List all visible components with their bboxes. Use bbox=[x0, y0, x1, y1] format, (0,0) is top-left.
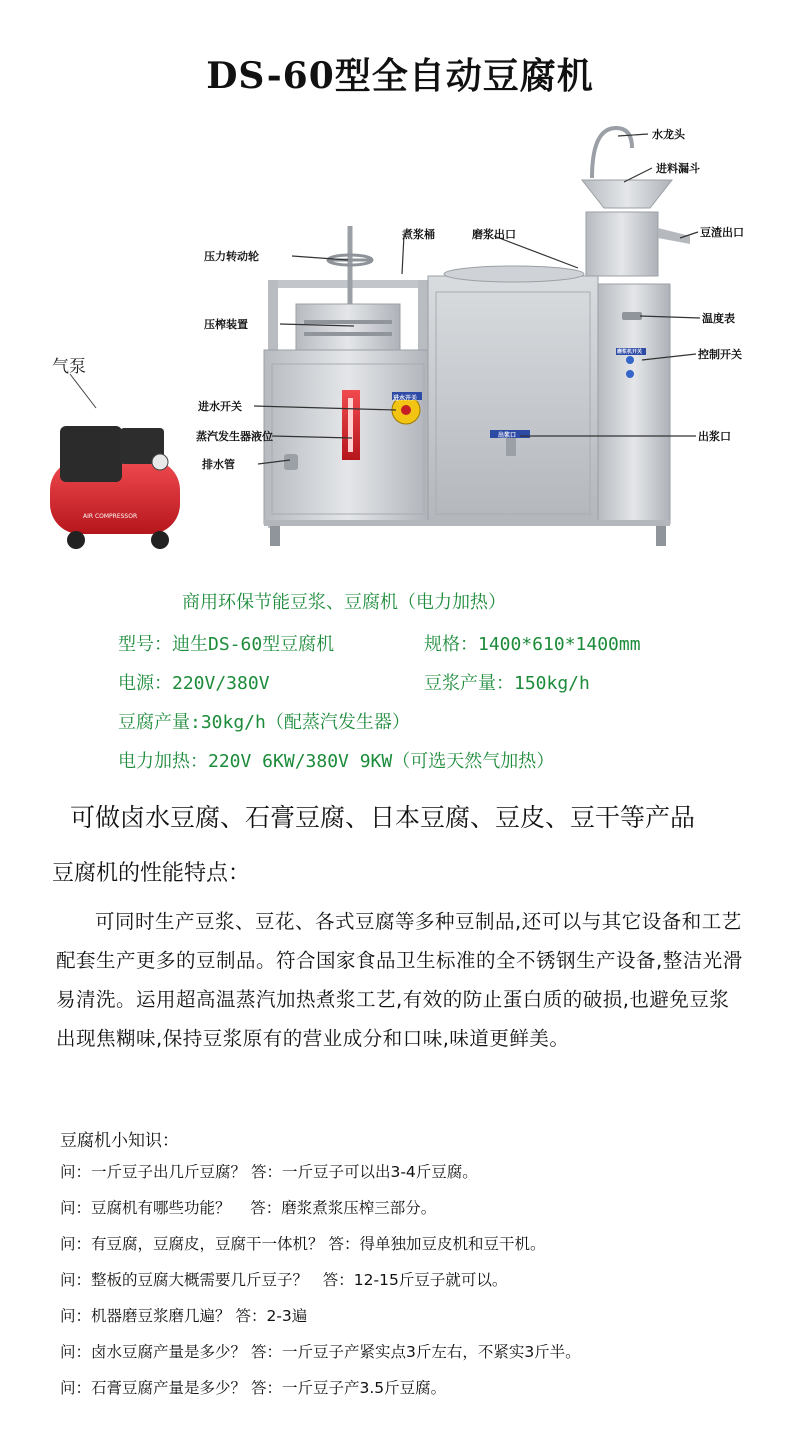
air-pump-label: 气泵 bbox=[52, 357, 86, 377]
qa-answer: 答：一斤豆子可以出3-4斤豆腐。 bbox=[250, 1163, 478, 1181]
machine-illustration bbox=[0, 108, 800, 560]
callout-press-device: 压榨装置 bbox=[204, 318, 248, 331]
callout-faucet: 水龙头 bbox=[652, 128, 685, 141]
cooking-tank-lid bbox=[444, 266, 584, 282]
features-paragraph: 可同时生产豆浆、豆花、各式豆腐等多种豆制品,还可以与其它设备和工艺配套生产更多的豆制品。符合国家食品卫生标准的全不锈钢生产设备,整洁光滑易清洗。运用超高温蒸汽加热煮浆工艺,有效的防止蛋白质的破损,也避免豆浆出现焦糊味,保持豆浆原有的营业成分和口味,味道更鲜美。 bbox=[56, 910, 743, 1050]
callout-water-inlet-switch: 进水开关 bbox=[198, 400, 242, 413]
spec-size: 规格：1400*610*1400mm bbox=[424, 634, 641, 655]
qa-answer: 答：得单独加豆皮机和豆干机。 bbox=[328, 1235, 546, 1253]
spec-tofu-output: 豆腐产量:30kg/h（配蒸汽发生器） bbox=[118, 712, 410, 733]
callout-grind-outlet: 磨浆出口 bbox=[472, 228, 516, 241]
spec-headline: 商用环保节能豆浆、豆腐机（电力加热） bbox=[182, 592, 506, 613]
qa-title: 豆腐机小知识： bbox=[60, 1131, 179, 1151]
qa-answer: 答：一斤豆子产3.5斤豆腐。 bbox=[250, 1379, 447, 1397]
drain-pipe-shape bbox=[284, 454, 298, 470]
qa-item bbox=[60, 1232, 545, 1254]
callout-milk-outlet: 出浆口 bbox=[698, 430, 731, 443]
spec-power: 电源：220V/380V bbox=[118, 673, 270, 694]
products-line: 可做卤水豆腐、石膏豆腐、日本豆腐、豆皮、豆干等产品 bbox=[70, 803, 696, 832]
spec-soymilk-output: 豆浆产量：150kg/h bbox=[424, 673, 590, 694]
qa-question: 问：机器磨豆浆磨几遍？ bbox=[60, 1307, 231, 1325]
qa-answer: 答：12-15斤豆子就可以。 bbox=[322, 1271, 508, 1289]
panel-tag-control: 磨浆机开关 bbox=[617, 349, 643, 355]
cooking-cabinet bbox=[428, 276, 598, 524]
qa-item bbox=[60, 1304, 307, 1326]
qa-answer: 答：磨浆煮浆压榨三部分。 bbox=[250, 1199, 437, 1217]
qa-item bbox=[60, 1340, 581, 1362]
air-compressor-motor bbox=[60, 426, 122, 482]
qa-item bbox=[60, 1160, 478, 1182]
callout-control-switch: 控制开关 bbox=[698, 348, 742, 361]
spec-row-model bbox=[118, 630, 641, 656]
qa-item bbox=[60, 1196, 436, 1218]
pump-badge: AIR COMPRESSOR bbox=[83, 513, 138, 520]
wheel-right bbox=[151, 531, 169, 549]
qa-item bbox=[60, 1376, 446, 1398]
thermometer-shape bbox=[622, 312, 642, 320]
top-frame-bar bbox=[268, 280, 426, 288]
qa-question: 问：豆腐机有哪些功能？ bbox=[60, 1199, 231, 1217]
milk-outlet-spout bbox=[506, 438, 516, 456]
grinder-body bbox=[586, 212, 658, 276]
wheel-left bbox=[67, 531, 85, 549]
spec-row-power bbox=[118, 669, 590, 695]
page-title: DS-60型全自动豆腐机 bbox=[206, 55, 594, 97]
callout-pressure-wheel: 压力转动轮 bbox=[204, 250, 259, 263]
mid-post bbox=[418, 280, 428, 350]
callout-hopper: 进料漏斗 bbox=[656, 162, 700, 175]
callout-thermometer: 温度表 bbox=[702, 312, 735, 325]
qa-question: 问：一斤豆子出几斤豆腐？ bbox=[60, 1163, 247, 1181]
qa-item bbox=[60, 1268, 507, 1290]
features-title: 豆腐机的性能特点： bbox=[52, 861, 251, 886]
feed-hopper bbox=[582, 180, 672, 208]
panel-tag-outlet: 出浆口 bbox=[498, 432, 517, 439]
qa-answer: 答：2-3遍 bbox=[235, 1307, 308, 1325]
spec-model: 型号：迪生DS-60型豆腐机 bbox=[118, 634, 335, 655]
spec-heating: 电力加热：220V 6KW/380V 9KW（可选天然气加热） bbox=[118, 751, 555, 772]
callout-steam-level: 蒸汽发生器液位 bbox=[196, 430, 273, 443]
panel-tag-switch: 进水开关 bbox=[393, 395, 418, 402]
qa-question: 问：整板的豆腐大概需要几斤豆子？ bbox=[60, 1271, 309, 1289]
qa-question: 问：有豆腐，豆腐皮，豆腐干一体机？ bbox=[60, 1235, 324, 1253]
qa-question: 问：石膏豆腐产量是多少？ bbox=[60, 1379, 247, 1397]
press-box bbox=[296, 304, 400, 350]
callout-drain-pipe: 排水管 bbox=[202, 458, 235, 471]
qa-answer: 答：一斤豆子产紧实点3斤左右，不紧实3斤半。 bbox=[250, 1343, 581, 1361]
callout-cooking-tank: 煮浆桶 bbox=[402, 228, 435, 241]
callout-residue-outlet: 豆渣出口 bbox=[700, 226, 744, 239]
qa-question: 问：卤水豆腐产量是多少？ bbox=[60, 1343, 247, 1361]
